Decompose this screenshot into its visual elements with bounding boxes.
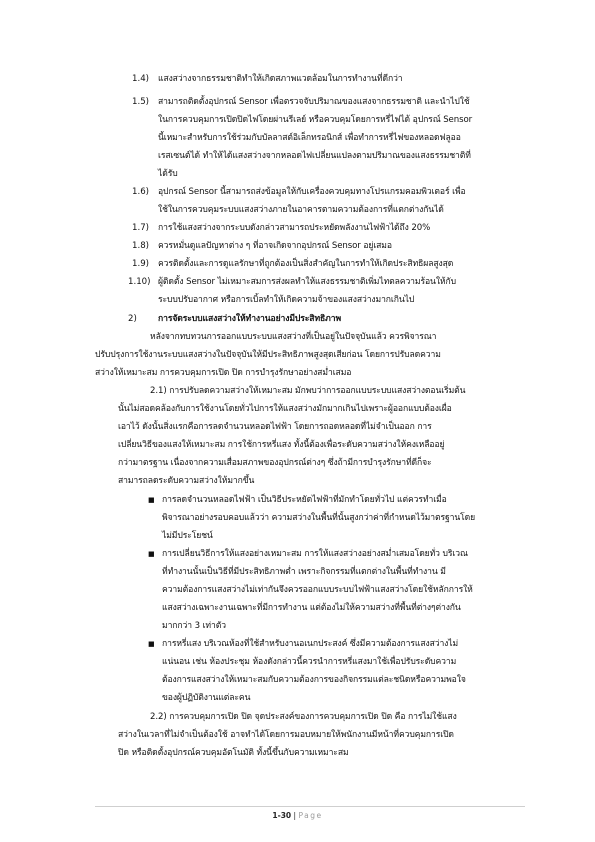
item-text-line: เรสเซนต์ได้ ทำให้ได้แสงสว่างจากหลอดไฟเปลี่ยนแปลงตามปริมาณของแสงธรรมชาติที่ (158, 151, 471, 161)
paragraph-line: หลังจากทบทวนการออกแบบระบบแสงสว่างที่เป็นอยู่ในปัจจุบันแล้ว ควรพิจารณา (150, 332, 437, 342)
item-number: 1.10) (128, 277, 151, 287)
page-number: 1-30 (272, 811, 292, 820)
bullet-text-line: แน่นอน เช่น ห้องประชุม ห้องดังกล่าวนี้ควรนำการหรี่แสงมาใช้เพื่อปรับระดับความ (162, 657, 457, 667)
bullet-text-line: แสงสว่างเฉพาะงานเฉพาะที่มีการทำงาน แต่ต้องไม่ให้ความสว่างที่พื้นที่ต่างๆต่างกัน (162, 603, 461, 613)
subsection-line: ปิด หรือติดตั้งอุปกรณ์ควบคุมอัตโนมัติ ทั้งนี้ขึ้นกับความเหมาะสม (118, 748, 349, 758)
page-label: Page (298, 811, 323, 820)
item-number: 1.5) (132, 97, 150, 107)
subsection-line: 2.2) การควบคุมการเปิด ปิด จุดประสงค์ของการควบคุมการเปิด ปิด คือ การไม่ใช้แสง (150, 712, 457, 722)
bullet-text-line: ความต้องการแสงสว่างไม่เท่ากันจึงควรออกแบบระบบไฟฟ้าแสงสว่างโดยใช้หลักการให้ (162, 585, 473, 595)
item-text-line: ควรหมั่นดูแลปัญหาต่าง ๆ ที่อาจเกิดจากอุปกรณ์ Sensor อยู่เสมอ (158, 241, 392, 251)
bullet-text-line: ที่ทำงานนั้นเป็นวิธีที่มีประสิทธิภาพต่ำ เพราะกิจกรรมที่แตกต่างในพื้นที่ทำงาน มี (162, 567, 446, 577)
item-text-line: ระบบปรับอากาศ หรือการเบิ้ลทำให้เกิดความจ้าของแสงสว่างมากเกินไป (158, 295, 415, 305)
item-number: 1.7) (132, 223, 150, 233)
item-text-line: การใช้แสงสว่างจากระบบดังกล่าวสามารถประหยัดพลังงานไฟฟ้าได้ถึง 20% (158, 223, 431, 233)
subsection-line: สว่างในเวลาที่ไม่จำเป็นต้องใช้ อาจทำได้โดยการมอบหมายให้พนักงานมีหน้าที่ควบคุมการเปิด (118, 730, 454, 740)
subsection-line: สามารถลดระดับความสว่างให้มากขึ้น (118, 476, 255, 486)
section-heading: การจัดระบบแสงสว่างให้ทำงานอย่างมีประสิทธิภาพ (158, 314, 342, 324)
bullet-marker: ■ (148, 640, 155, 648)
bullet-marker: ■ (148, 550, 155, 558)
item-text-line: ได้รับ (158, 169, 178, 179)
item-text-line: ในการควบคุมการเปิดปิดไฟโดยผ่านรีเลย์ หรือควบคุมโดยการหรี่ไฟได้ อุปกรณ์ Sensor (158, 115, 473, 125)
section-number: 2) (128, 314, 137, 324)
subsection-line: เอาไว้ ดังนั้นสิ่งแรกคือการลดจำนวนหลอดไฟฟ้า โดยการถอดหลอดที่ไม่จำเป็นออก การ (118, 422, 432, 432)
bullet-text-line: ของผู้ปฏิบัติงานแต่ละคน (162, 693, 251, 703)
bullet-text-line: มากกว่า 3 เท่าตัว (162, 621, 226, 631)
paragraph-line: สว่างให้เหมาะสม การควบคุมการเปิด ปิด การบำรุงรักษาอย่างสม่ำเสมอ (95, 368, 352, 378)
paragraph-line: ปรับปรุงการใช้งานระบบแสงสว่างในปัจจุบันให้มีประสิทธิภาพสูงสุดเสียก่อน โดยการปรับลดความ (95, 350, 441, 360)
bullet-text-line: พิจารณาอย่างรอบคอบแล้วว่า ความสว่างในพื้นที่นั้นสูงกว่าค่าที่กำหนดไว้มาตรฐานโดย (162, 513, 476, 523)
item-text-line: ผู้ติดตั้ง Sensor ไม่เหมาะสมการส่งผลทำให้แสงธรรมชาติเพิ่มไทตลความร้อนให้กับ (158, 277, 456, 287)
item-number: 1.6) (132, 187, 150, 197)
item-text-line: ใช้ในการควบคุมระบบแสงสว่างภายในอาคารตามความต้องการที่แตกต่างกันได้ (158, 205, 444, 215)
item-number: 1.4) (132, 74, 150, 84)
subsection-line: กว่ามาตรฐาน เนื่องจากความเสื่อมสภาพของอุปกรณ์ต่างๆ ซึ่งถ้ามีการบำรุงรักษาที่ดีก็จะ (118, 458, 432, 468)
item-text-line: ควรติดตั้งและการดูแลรักษาที่ถูกต้องเป็นสิ่งสำคัญในการทำให้เกิดประสิทธิผลสูงสุด (158, 259, 454, 269)
page-footer (0, 811, 595, 821)
footer-separator: | (293, 811, 297, 820)
subsection-line: นั้นไม่สอดคล้องกับการใช้งานโดยทั่วไปการให้แสงสว่างมักมากเกินไปเพราะผู้ออกแบบต้องเผื่อ (118, 404, 452, 414)
bullet-text-line: การหรี่แสง บริเวณห้องที่ใช้สำหรับงานอเนกประสงค์ ซึ่งมีความต้องการแสงสว่างไม่ (162, 639, 459, 649)
item-text-line: สามารถติดตั้งอุปกรณ์ Sensor เพื่อตรวจจับปริมาณของแสงจากธรรมชาติ และนำไปใช้ (158, 97, 470, 107)
item-text-line: นี้เหมาะสำหรับการใช้ร่วมกับบัลลาสต์อิเล็กทรอนิกส์ เพื่อทำการหรี่ไฟของหลอดฟลูออ (158, 133, 461, 143)
bullet-text-line: ต้องการแสงสว่างให้เหมาะสมกับความต้องการของกิจกรรมแต่ละชนิดหรือความพอใจ (162, 675, 466, 685)
bullet-text-line: การเปลี่ยนวิธีการให้แสงอย่างเหมาะสม การให้แสงสว่างอย่างสม่ำเสมอโดยทั่ว บริเวณ (162, 549, 468, 559)
bullet-text-line: ไม่มีประโยชน์ (162, 531, 213, 541)
item-text-line: อุปกรณ์ Sensor นี้สามารถส่งข้อมูลให้กับเครื่องควบคุมทางโปรแกรมคอมพิวเตอร์ เพื่อ (158, 187, 466, 197)
item-number: 1.9) (132, 259, 150, 269)
subsection-line: 2.1) การปรับลดความสว่างให้เหมาะสม มักพบว่าการออกแบบระบบแสงสว่างตอนเริ่มต้น (150, 386, 466, 396)
item-number: 1.8) (132, 241, 150, 251)
subsection-line: เปลี่ยนวิธีของแสงให้เหมาะสม การใช้การหรี่แสง ทั้งนี้ต้องเพื่อระดับความสว่างให้คงเหลืออยู่ (118, 440, 445, 450)
bullet-text-line: การลดจำนวนหลอดไฟฟ้า เป็นวิธีประหยัดไฟฟ้าที่มักทำโดยทั่วไป แต่ควรทำเมื่อ (162, 495, 447, 505)
footer-divider (95, 806, 525, 807)
bullet-marker: ■ (148, 496, 155, 504)
item-text-line: แสงสว่างจากธรรมชาติทำให้เกิดสภาพแวดล้อมในการทำงานที่ดีกว่า (158, 74, 403, 84)
